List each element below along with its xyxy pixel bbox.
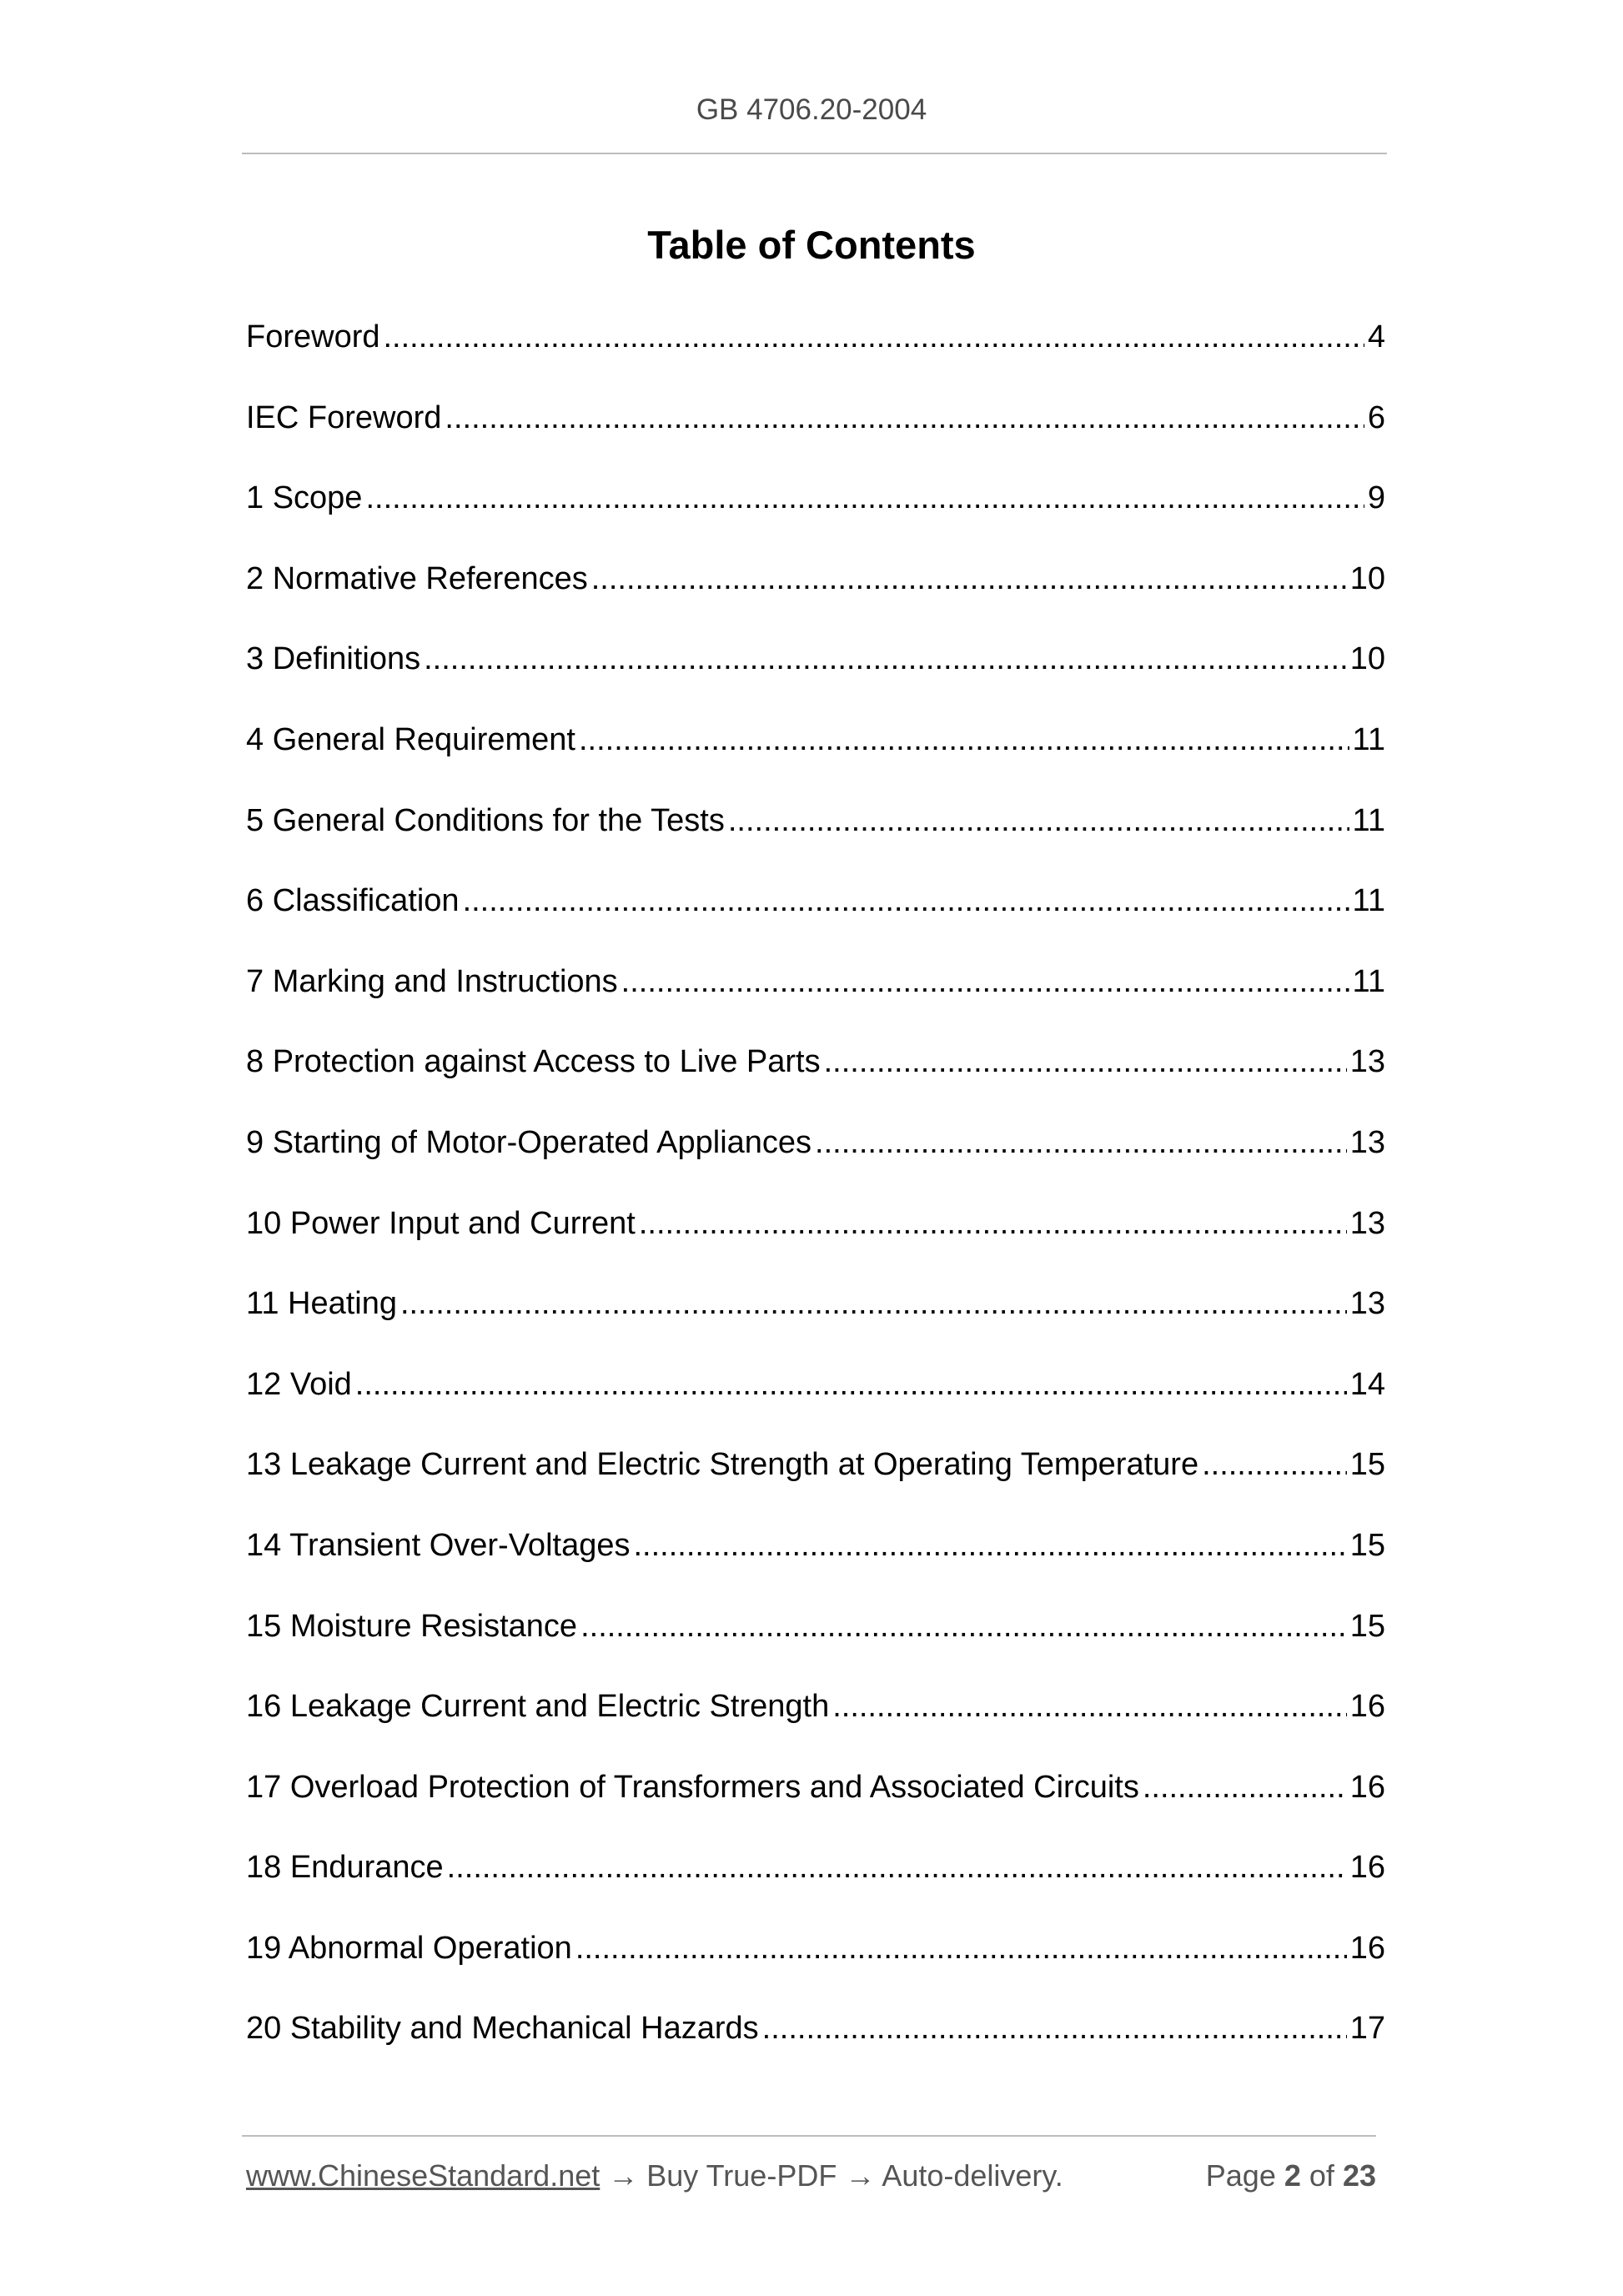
toc-entry-label: 1 Scope [246,480,363,516]
toc-entry-page: 11 [1352,802,1385,838]
toc-leader-dots [579,716,1349,764]
toc-entry-label: 3 Definitions [246,641,421,677]
toc-entry-page: 15 [1349,1447,1385,1483]
toc-entry-page: 15 [1349,1608,1385,1644]
toc-entry-label: 10 Power Input and Current [246,1205,636,1241]
page-word: Page [1205,2158,1276,2193]
toc-entry-page: 13 [1349,1124,1385,1160]
toc-entry-page: 11 [1352,883,1385,919]
toc-leader-dots [762,2004,1347,2052]
page-footer [246,2158,1376,2200]
footer-divider [242,2135,1376,2137]
toc-entry-label: 12 Void [246,1366,352,1402]
toc-entry-label: 15 Moisture Resistance [246,1608,578,1644]
toc-leader-dots [580,1602,1347,1650]
toc-entry-definitions[interactable] [246,635,1385,716]
toc-entry-normative-references[interactable] [246,555,1385,636]
toc-entry-label: 18 Endurance [246,1850,444,1886]
toc-entry-heating[interactable] [246,1279,1385,1360]
toc-entry-label: 17 Overload Protection of Transformers and Associated Circuits [246,1769,1139,1805]
toc-entry-label: 14 Transient Over-Voltages [246,1527,631,1563]
toc-entry-page: 6 [1367,399,1385,435]
toc-leader-dots [633,1521,1346,1570]
toc-entry-page: 13 [1349,1205,1385,1241]
toc-entry-scope[interactable] [246,474,1385,555]
toc-leader-dots [824,1037,1347,1086]
toc-entry-page: 4 [1367,319,1385,354]
toc-entry-page: 11 [1352,963,1385,999]
document-header-id: GB 4706.20-2004 [696,93,927,126]
of-word: of [1309,2158,1334,2193]
toc-entry-transient-over-voltages[interactable] [246,1521,1385,1602]
toc-leader-dots [1143,1763,1347,1811]
toc-entry-page: 16 [1349,1689,1385,1725]
toc-entry-overload-protection[interactable] [246,1763,1385,1844]
toc-entry-foreword[interactable] [246,313,1385,394]
toc-entry-label: 20 Stability and Mechanical Hazards [246,2011,759,2047]
toc-entry-label: 6 Classification [246,883,460,919]
current-page-number: 2 [1284,2158,1301,2193]
toc-entry-iec-foreword[interactable] [246,394,1385,475]
toc-leader-dots [728,796,1349,845]
toc-leader-dots [463,877,1349,925]
toc-entry-label: 8 Protection against Access to Live Parts [246,1044,821,1080]
toc-leader-dots [639,1199,1347,1248]
toc-entry-general-conditions[interactable] [246,796,1385,877]
footer-promo [246,2158,1063,2193]
toc-list [246,313,1385,2085]
toc-leader-dots [621,957,1349,1006]
toc-leader-dots [447,1843,1347,1892]
toc-entry-moisture-resistance[interactable] [246,1602,1385,1683]
toc-entry-label: 13 Leakage Current and Electric Strength at Operating Temperature [246,1447,1199,1483]
header-divider [242,153,1387,154]
toc-entry-leakage-operating-temperature[interactable] [246,1440,1385,1521]
toc-entry-leakage-electric-strength[interactable] [246,1682,1385,1763]
toc-entry-label: 7 Marking and Instructions [246,963,618,999]
toc-entry-page: 16 [1349,1930,1385,1966]
toc-entry-label: 5 General Conditions for the Tests [246,802,725,838]
toc-entry-label: 2 Normative References [246,560,588,596]
toc-entry-label: 19 Abnormal Operation [246,1930,572,1966]
toc-entry-label: 4 General Requirement [246,721,575,757]
toc-entry-starting-motor-appliances[interactable] [246,1118,1385,1199]
toc-entry-page: 17 [1349,2011,1385,2047]
toc-leader-dots [445,394,1364,442]
toc-entry-page: 14 [1349,1366,1385,1402]
toc-entry-abnormal-operation[interactable] [246,1924,1385,2005]
toc-entry-stability-mechanical-hazards[interactable] [246,2004,1385,2085]
toc-entry-protection-live-parts[interactable] [246,1037,1385,1118]
toc-entry-label: 16 Leakage Current and Electric Strength [246,1689,830,1725]
toc-entry-label: 9 Starting of Motor-Operated Appliances [246,1124,812,1160]
website-link[interactable]: www.ChineseStandard.net [246,2158,600,2193]
toc-entry-page: 10 [1349,641,1385,677]
toc-entry-page: 11 [1352,721,1385,757]
toc-entry-page: 13 [1349,1286,1385,1322]
toc-leader-dots [575,1924,1347,1972]
toc-entry-page: 16 [1349,1850,1385,1886]
toc-leader-dots [384,313,1364,361]
toc-entry-page: 16 [1349,1769,1385,1805]
toc-entry-general-requirement[interactable] [246,716,1385,796]
toc-entry-page: 13 [1349,1044,1385,1080]
toc-leader-dots [1202,1440,1347,1489]
toc-title: Table of Contents [647,223,976,267]
toc-leader-dots [832,1682,1347,1731]
toc-leader-dots [365,474,1364,522]
total-pages-number: 23 [1342,2158,1376,2193]
footer-tagline: → Buy True-PDF → Auto-delivery. [600,2158,1063,2193]
toc-entry-classification[interactable] [246,877,1385,957]
toc-leader-dots [400,1279,1347,1328]
toc-entry-void[interactable] [246,1360,1385,1441]
toc-entry-label: IEC Foreword [246,399,442,435]
toc-entry-label: Foreword [246,319,380,354]
toc-entry-endurance[interactable] [246,1843,1385,1924]
page-indicator [1206,2158,1376,2193]
toc-entry-page: 10 [1349,560,1385,596]
toc-leader-dots [355,1360,1347,1409]
toc-entry-power-input-current[interactable] [246,1199,1385,1280]
toc-leader-dots [815,1118,1347,1167]
toc-entry-page: 15 [1349,1527,1385,1563]
toc-leader-dots [424,635,1347,683]
toc-entry-label: 11 Heating [246,1286,397,1322]
toc-leader-dots [591,555,1347,603]
toc-entry-marking-instructions[interactable] [246,957,1385,1038]
toc-entry-page: 9 [1367,480,1385,516]
